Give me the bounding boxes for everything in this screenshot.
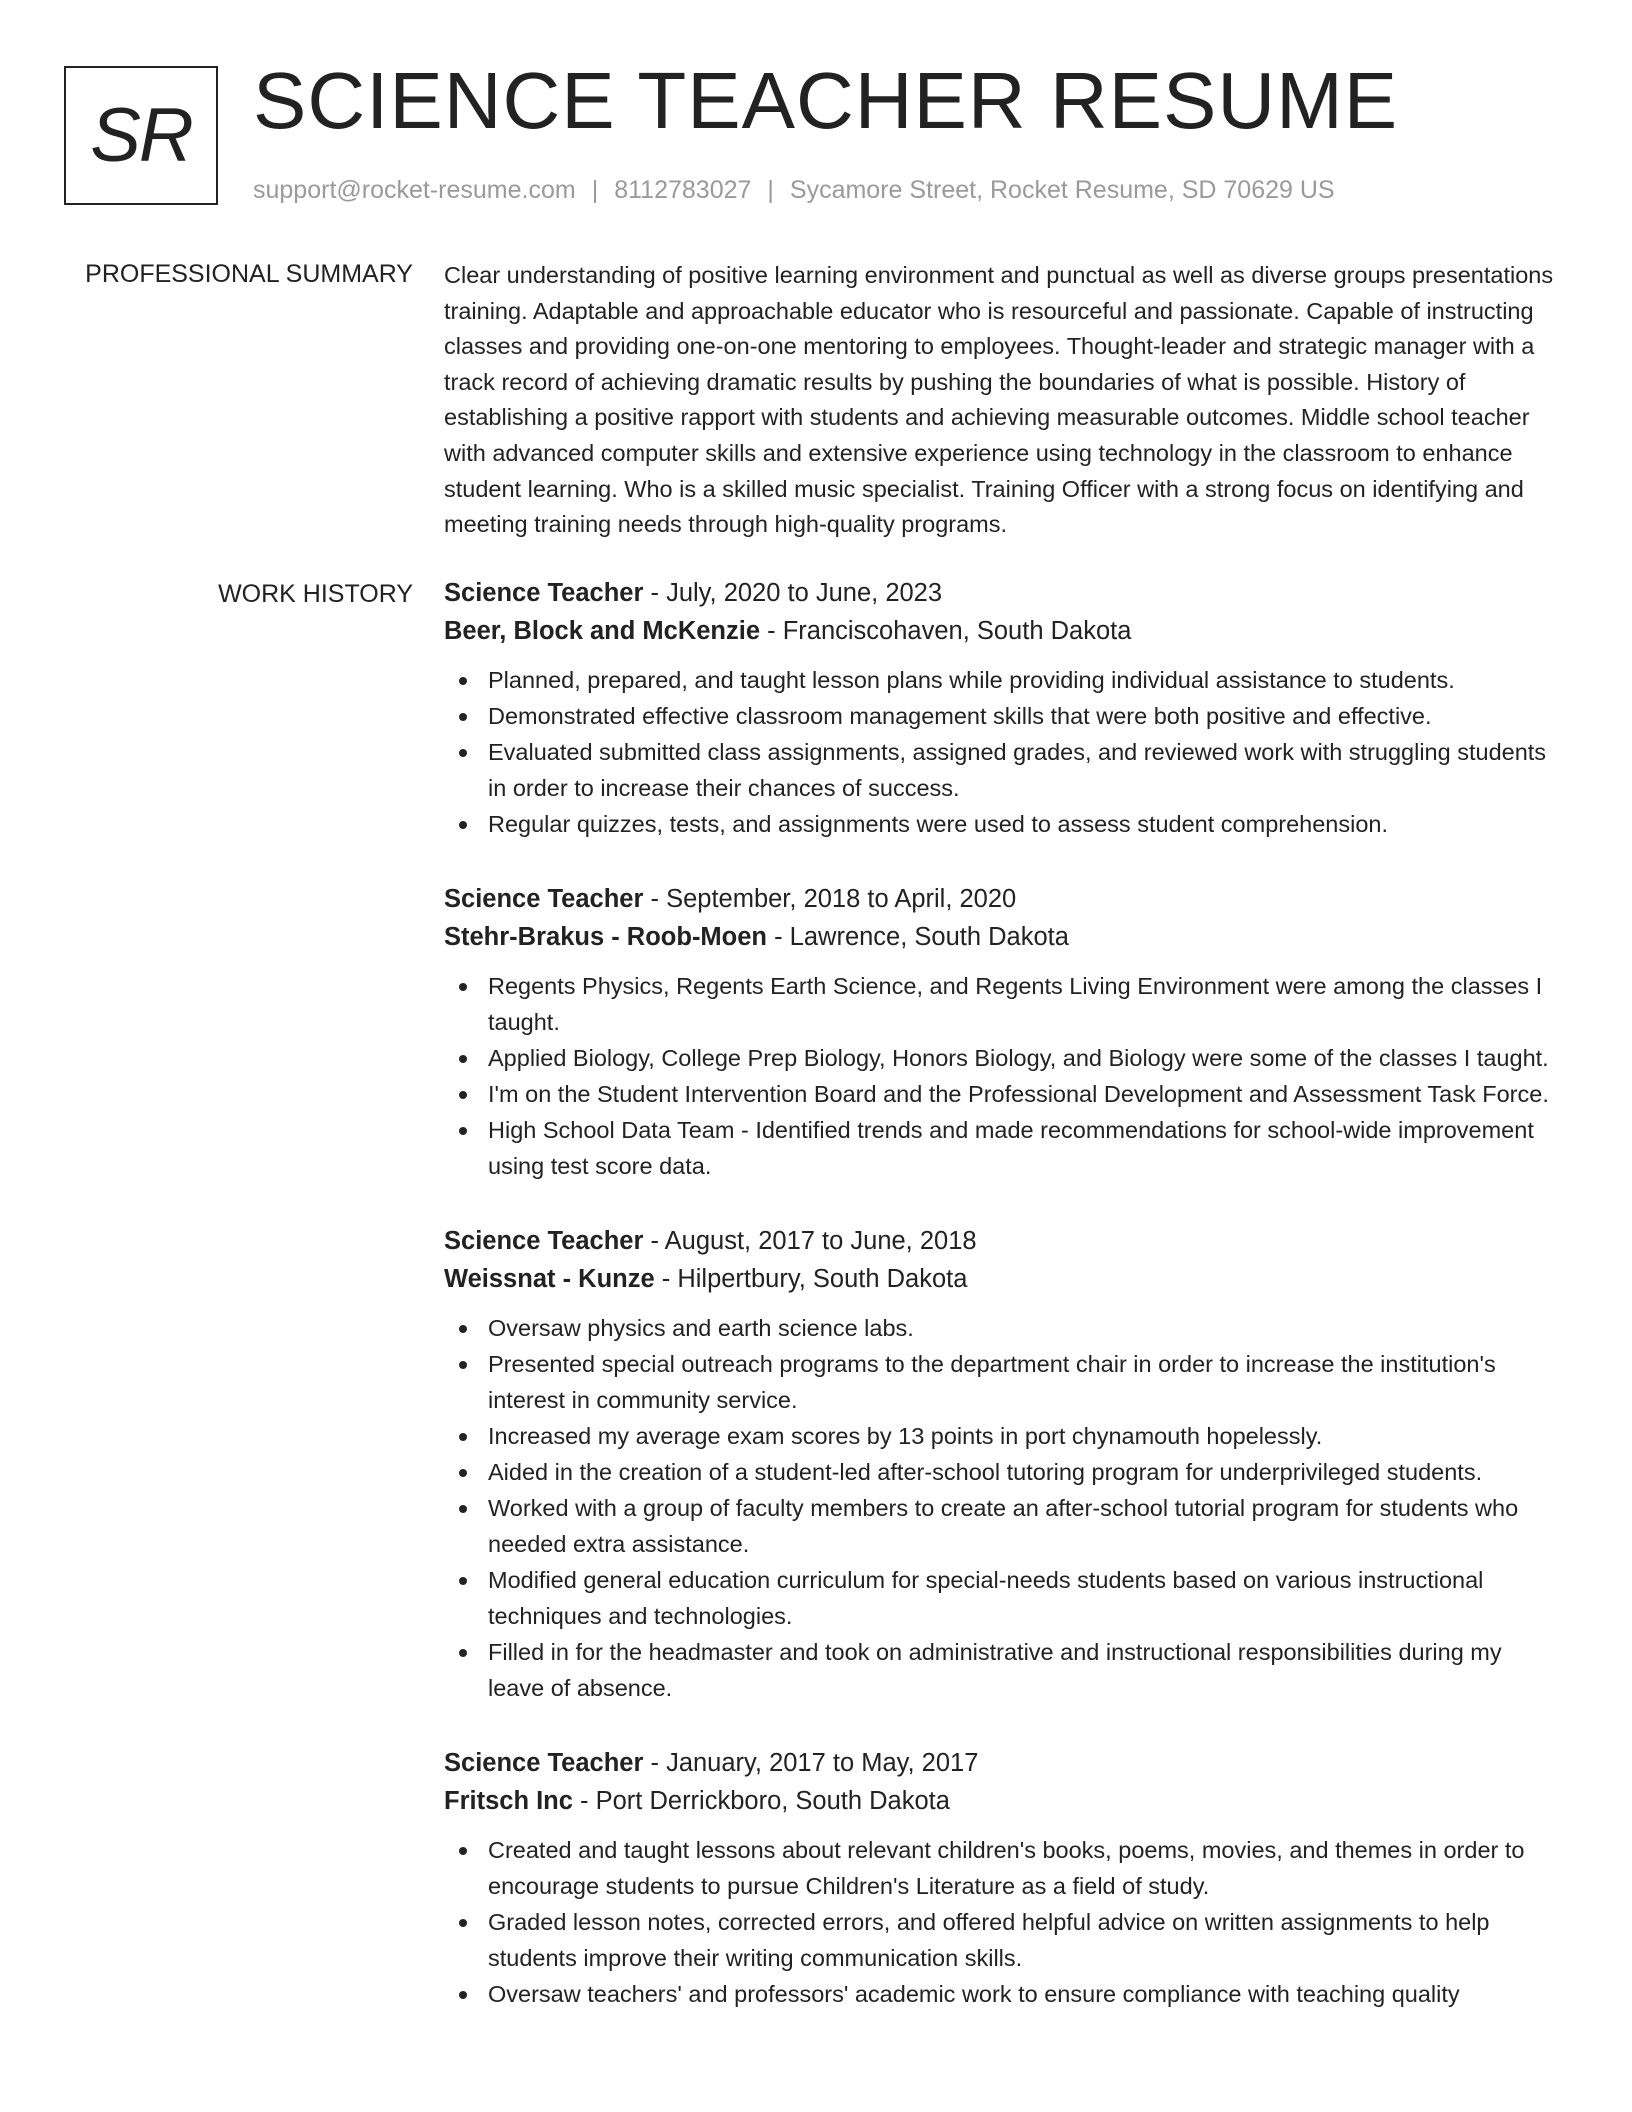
job-title-line: [444, 574, 1556, 612]
job-title-line: [444, 1744, 1556, 1782]
job-bullet: Created and taught lessons about relevant children's books, poems, movies, and themes in order to encourage students to pursue Children's Literature as a field of study.: [488, 1832, 1556, 1904]
summary-heading: PROFESSIONAL SUMMARY: [85, 260, 413, 288]
summary-section: [444, 258, 1556, 543]
job-title: Science Teacher: [444, 579, 644, 607]
job-bullet-list: [444, 1832, 1556, 2012]
job-bullet: Evaluated submitted class assignments, assigned grades, and reviewed work with struggling students in order to increase their chances of success.: [488, 734, 1556, 806]
job-bullet: Oversaw teachers' and professors' academic work to ensure compliance with teaching quality: [488, 1976, 1556, 2012]
job-company: Stehr-Brakus - Roob-Moen: [444, 923, 768, 951]
resume-title: SCIENCE TEACHER RESUME: [253, 56, 1399, 145]
job-bullet: Applied Biology, College Prep Biology, Honors Biology, and Biology were some of the classes I taught.: [488, 1040, 1556, 1076]
job-bullet: Graded lesson notes, corrected errors, and offered helpful advice on written assignments to help students improve their writing communication skills.: [488, 1904, 1556, 1976]
contact-line: [253, 174, 1335, 206]
contact-separator: |: [591, 176, 599, 204]
work-history-section: [444, 574, 1556, 2050]
contact-email[interactable]: support@rocket-resume.com: [253, 176, 576, 204]
job-company: Beer, Block and McKenzie: [444, 617, 761, 645]
job-bullet: Planned, prepared, and taught lesson plans while providing individual assistance to students.: [488, 662, 1556, 698]
job-bullet-list: [444, 968, 1556, 1184]
job-bullet: Increased my average exam scores by 13 points in port chynamouth hopelessly.: [488, 1418, 1556, 1454]
job-bullet: Demonstrated effective classroom management skills that were both positive and effective.: [488, 698, 1556, 734]
job-bullet: Worked with a group of faculty members to create an after-school tutorial program for students who needed extra assistance.: [488, 1490, 1556, 1562]
job-dates: - January, 2017 to May, 2017: [643, 1749, 979, 1777]
job-location: - Hilpertbury, South Dakota: [654, 1265, 968, 1293]
job-entry: [444, 1222, 1556, 1706]
job-company-line: [444, 612, 1556, 650]
job-bullet: Oversaw physics and earth science labs.: [488, 1310, 1556, 1346]
summary-text: Clear understanding of positive learning environment and punctual as well as diverse groups presentations training. Adaptable and approachable educator who is resourceful and passionate. Capable of instructing classes and providing one-on-one mentoring to employees. Thought-leader and strategic manager with a track record of achieving dramatic results by pushing the boundaries of what is possible. History of establishing a positive rapport with students and achieving measurable outcomes. Middle school teacher with advanced computer skills and extensive experience using technology in the classroom to enhance student learning. Who is a skilled music specialist. Training Officer with a strong focus on identifying and meeting training needs through high-quality programs.: [444, 262, 1554, 538]
job-entry: [444, 880, 1556, 1184]
job-company-line: [444, 918, 1556, 956]
job-bullet: Regents Physics, Regents Earth Science, and Regents Living Environment were among the classes I taught.: [488, 968, 1556, 1040]
job-title-line: [444, 1222, 1556, 1260]
job-title-line: [444, 880, 1556, 918]
job-dates: - July, 2020 to June, 2023: [643, 579, 943, 607]
job-bullet: Modified general education curriculum for special-needs students based on various instructional techniques and technologies.: [488, 1562, 1556, 1634]
job-bullet: High School Data Team - Identified trends and made recommendations for school-wide improvement using test score data.: [488, 1112, 1556, 1184]
contact-address: Sycamore Street, Rocket Resume, SD 70629 US: [789, 176, 1335, 204]
job-bullet-list: [444, 1310, 1556, 1706]
job-bullet: Aided in the creation of a student-led after-school tutoring program for underprivileged students.: [488, 1454, 1556, 1490]
job-bullet: I'm on the Student Intervention Board and the Professional Development and Assessment Task Force.: [488, 1076, 1556, 1112]
job-bullet: Presented special outreach programs to the department chair in order to increase the institution's interest in community service.: [488, 1346, 1556, 1418]
contact-phone[interactable]: 8112783027: [614, 176, 752, 204]
job-title: Science Teacher: [444, 885, 644, 913]
job-location: - Lawrence, South Dakota: [767, 923, 1069, 951]
monogram-logo: SR: [64, 66, 218, 205]
job-title: Science Teacher: [444, 1227, 644, 1255]
job-company: Weissnat - Kunze: [444, 1265, 655, 1293]
job-location: - Port Derrickboro, South Dakota: [572, 1787, 950, 1815]
job-title: Science Teacher: [444, 1749, 644, 1777]
contact-separator: |: [767, 176, 774, 204]
job-dates: - September, 2018 to April, 2020: [643, 885, 1017, 913]
job-company-line: [444, 1782, 1556, 1820]
job-bullet: Regular quizzes, tests, and assignments were used to assess student comprehension.: [488, 806, 1556, 842]
job-location: - Franciscohaven, South Dakota: [760, 617, 1132, 645]
job-bullet: Filled in for the headmaster and took on administrative and instructional responsibilities during my leave of absence.: [488, 1634, 1556, 1706]
job-company-line: [444, 1260, 1556, 1298]
job-company: Fritsch Inc: [444, 1787, 573, 1815]
job-entry: [444, 574, 1556, 842]
work-history-heading: WORK HISTORY: [218, 580, 413, 608]
job-dates: - August, 2017 to June, 2018: [643, 1227, 977, 1255]
job-entry: [444, 1744, 1556, 2012]
job-bullet-list: [444, 662, 1556, 842]
